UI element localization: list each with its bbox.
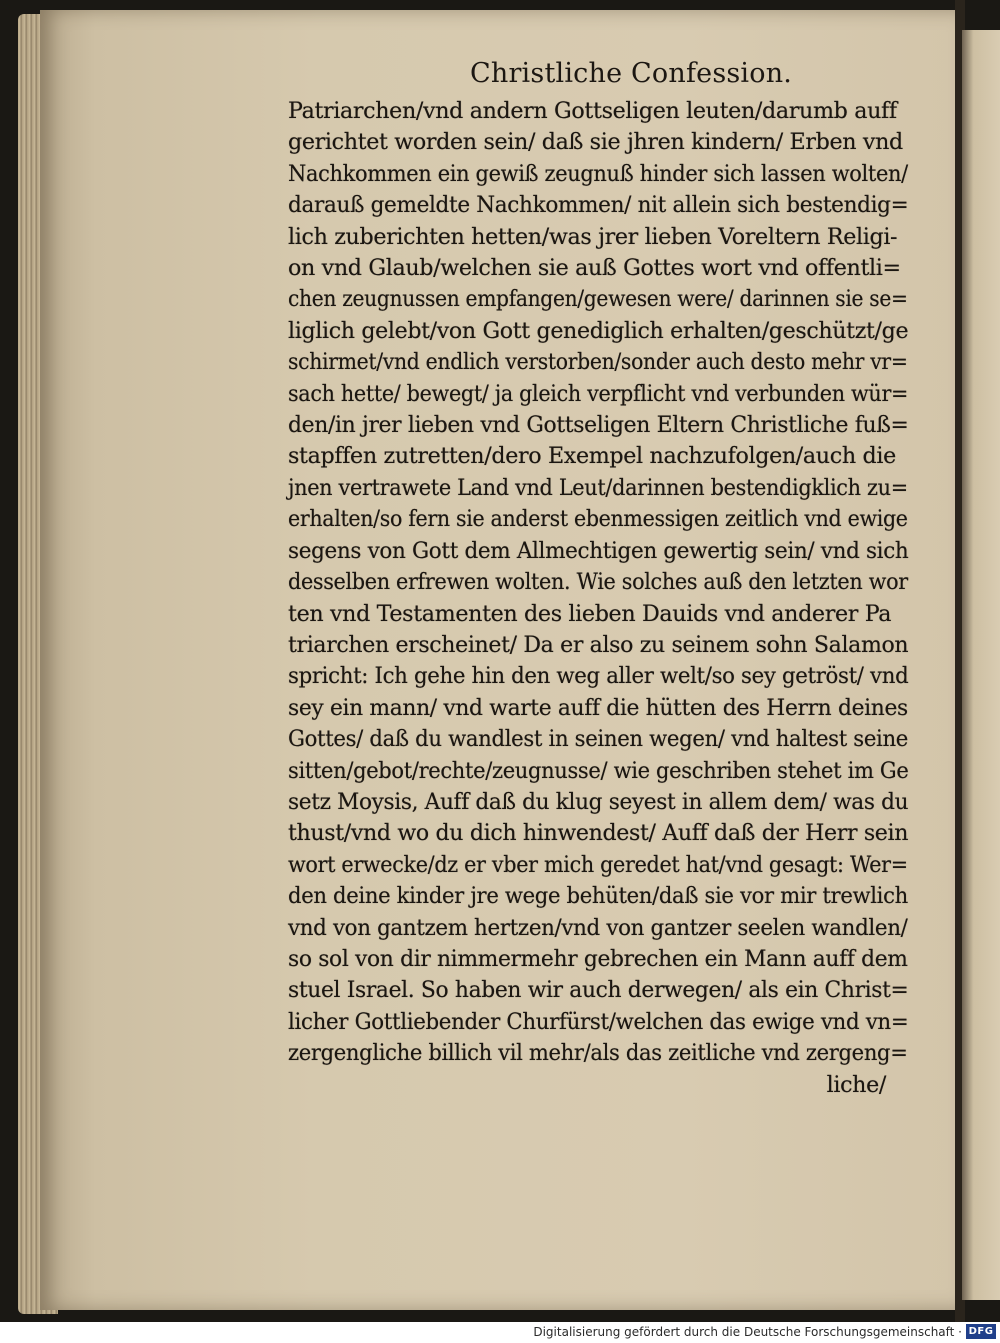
footer-credit: Digitalisierung gefördert durch die Deutsche Forschungsgemeinschaft · <box>533 1325 962 1339</box>
digitization-footer <box>0 1322 1000 1343</box>
text-line: zergengliche billich vil mehr/als das zeitliche vnd zergeng= <box>288 1040 908 1067</box>
text-line: den/in jrer lieben vnd Gottseligen Eltern Christliche fuß= <box>288 412 909 439</box>
text-line: erhalten/so fern sie anderst ebenmessigen zeitlich vnd ewige <box>288 506 908 533</box>
text-line: spricht: Ich gehe hin den weg aller welt/so sey getröst/ vnd <box>288 663 909 690</box>
text-line: segens von Gott dem Allmechtigen gewertig sein/ vnd sich <box>288 537 909 564</box>
text-line: so sol von dir nimmermehr gebrechen ein Mann auff dem <box>288 945 908 972</box>
text-line: schirmet/vnd endlich verstorben/sonder auch desto mehr vr= <box>288 349 908 376</box>
text-line: Nachkommen ein gewiß zeugnuß hinder sich lassen wolten/ <box>288 160 908 187</box>
text-line: sey ein mann/ vnd warte auff die hütten des Herrn deines <box>288 694 908 721</box>
text-line: liche/ <box>826 1071 886 1098</box>
body-text <box>288 96 908 1101</box>
text-line: sitten/gebot/rechte/zeugnusse/ wie geschriben stehet im Ge <box>288 757 909 784</box>
running-head: Christliche Confession. <box>470 58 793 89</box>
text-line: Patriarchen/vnd andern Gottseligen leuten/darumb auff <box>288 98 897 124</box>
text-line: darauß gemeldte Nachkommen/ nit allein sich bestendig= <box>288 192 909 219</box>
text-line: Gottes/ daß du wandlest in seinen wegen/ vnd haltest seine <box>288 726 909 753</box>
text-line: vnd von gantzem hertzen/vnd von gantzer seelen wandlen/ <box>288 914 908 941</box>
text-line: stapffen zutretten/dero Exempel nachzufolgen/auch die <box>288 443 896 470</box>
text-line: chen zeugnussen empfangen/gewesen were/ darinnen sie se= <box>288 286 908 313</box>
text-line: sach hette/ bewegt/ ja gleich verpflicht vnd verbunden wür= <box>288 380 909 407</box>
text-line: ten vnd Testamenten des lieben Dauids vnd anderer Pa <box>288 600 892 627</box>
dfg-logo: DFG <box>966 1324 996 1339</box>
text-line: on vnd Glaub/welchen sie auß Gottes wort vnd offentli= <box>288 255 901 282</box>
next-page-edge <box>962 30 1000 1300</box>
text-line: thust/vnd wo du dich hinwendest/ Auff daß der Herr sein <box>288 820 909 847</box>
text-line: jnen vertrawete Land vnd Leut/darinnen bestendigklich zu= <box>288 474 908 501</box>
text-line: desselben erfrewen wolten. Wie solches auß den letzten wor <box>288 569 908 596</box>
text-line: setz Moysis, Auff daß du klug seyest in allem dem/ was du <box>288 788 909 815</box>
text-line: wort erwecke/dz er vber mich geredet hat/vnd gesagt: Wer= <box>288 851 908 878</box>
text-line: licher Gottliebender Churfürst/welchen das ewige vnd vn= <box>288 1008 909 1035</box>
text-line: lich zuberichten hetten/was jrer lieben Voreltern Religi- <box>288 223 898 250</box>
text-line: liglich gelebt/von Gott genediglich erhalten/geschützt/ge <box>288 317 909 344</box>
text-line: gerichtet worden sein/ daß sie jhren kindern/ Erben vnd <box>288 129 903 156</box>
text-line: triarchen erscheinet/ Da er also zu seinem sohn Salamon <box>288 631 909 658</box>
text-line: stuel Israel. So haben wir auch derwegen/ als ein Christ= <box>288 977 909 1004</box>
text-line: den deine kinder jre wege behüten/daß sie vor mir trewlich <box>288 883 908 910</box>
